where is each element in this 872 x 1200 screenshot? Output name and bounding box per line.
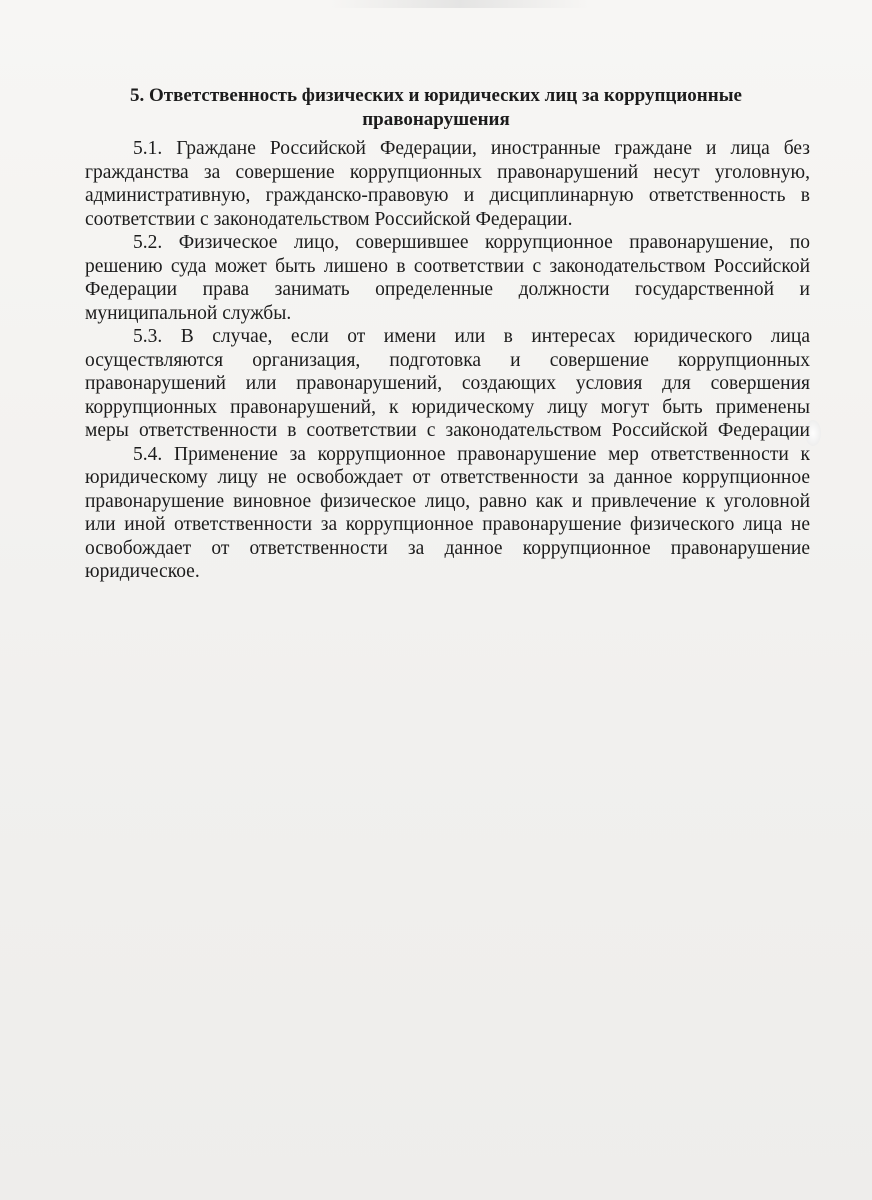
text-line: или иной ответственности за коррупционное правонарушение физического лица не xyxy=(85,514,810,535)
section-title-line-2: правонарушения xyxy=(362,109,510,130)
text-line: соответствии с законодательством Российской Федерации. xyxy=(85,209,573,230)
text-line: правонарушений или правонарушений, создающих условия для совершения xyxy=(85,373,810,394)
scan-edge-shadow xyxy=(330,0,590,8)
text-line: коррупционных правонарушений, к юридическому лицу могут быть применены xyxy=(85,397,810,418)
text-line: осуществляются организация, подготовка и совершение коррупционных xyxy=(85,350,810,371)
text-line: освобождает от ответственности за данное коррупционное правонарушение xyxy=(85,538,810,559)
text-line: правонарушение виновное физическое лицо, равно как и привлечение к уголовной xyxy=(85,491,810,512)
text-line: административную, гражданско-правовую и дисциплинарную ответственность в xyxy=(85,185,810,206)
text-line: гражданства за совершение коррупционных правонарушений несут уголовную, xyxy=(85,162,810,183)
text-line: муниципальной службы. xyxy=(85,303,292,324)
text-line: Федерации права занимать определенные должности государственной и xyxy=(85,279,810,300)
text-line: решению суда может быть лишено в соответствии с законодательством Российской xyxy=(85,256,810,277)
text-line: 5.3. В случае, если от имени или в интересах юридического лица xyxy=(133,326,810,347)
text-line: 5.4. Применение за коррупционное правонарушение мер ответственности к xyxy=(133,444,810,465)
text-line: 5.1. Граждане Российской Федерации, иностранные граждане и лица без xyxy=(133,138,810,159)
text-line: юридическое. xyxy=(85,561,200,582)
text-line: меры ответственности в соответствии с законодательством Российской Федерации xyxy=(85,420,810,441)
text-line: 5.2. Физическое лицо, совершившее коррупционное правонарушение, по xyxy=(133,232,810,253)
text-line: юридическому лицу не освобождает от ответственности за данное коррупционное xyxy=(85,467,810,488)
section-title-line-1: 5. Ответственность физических и юридических лиц за коррупционные xyxy=(130,85,742,106)
